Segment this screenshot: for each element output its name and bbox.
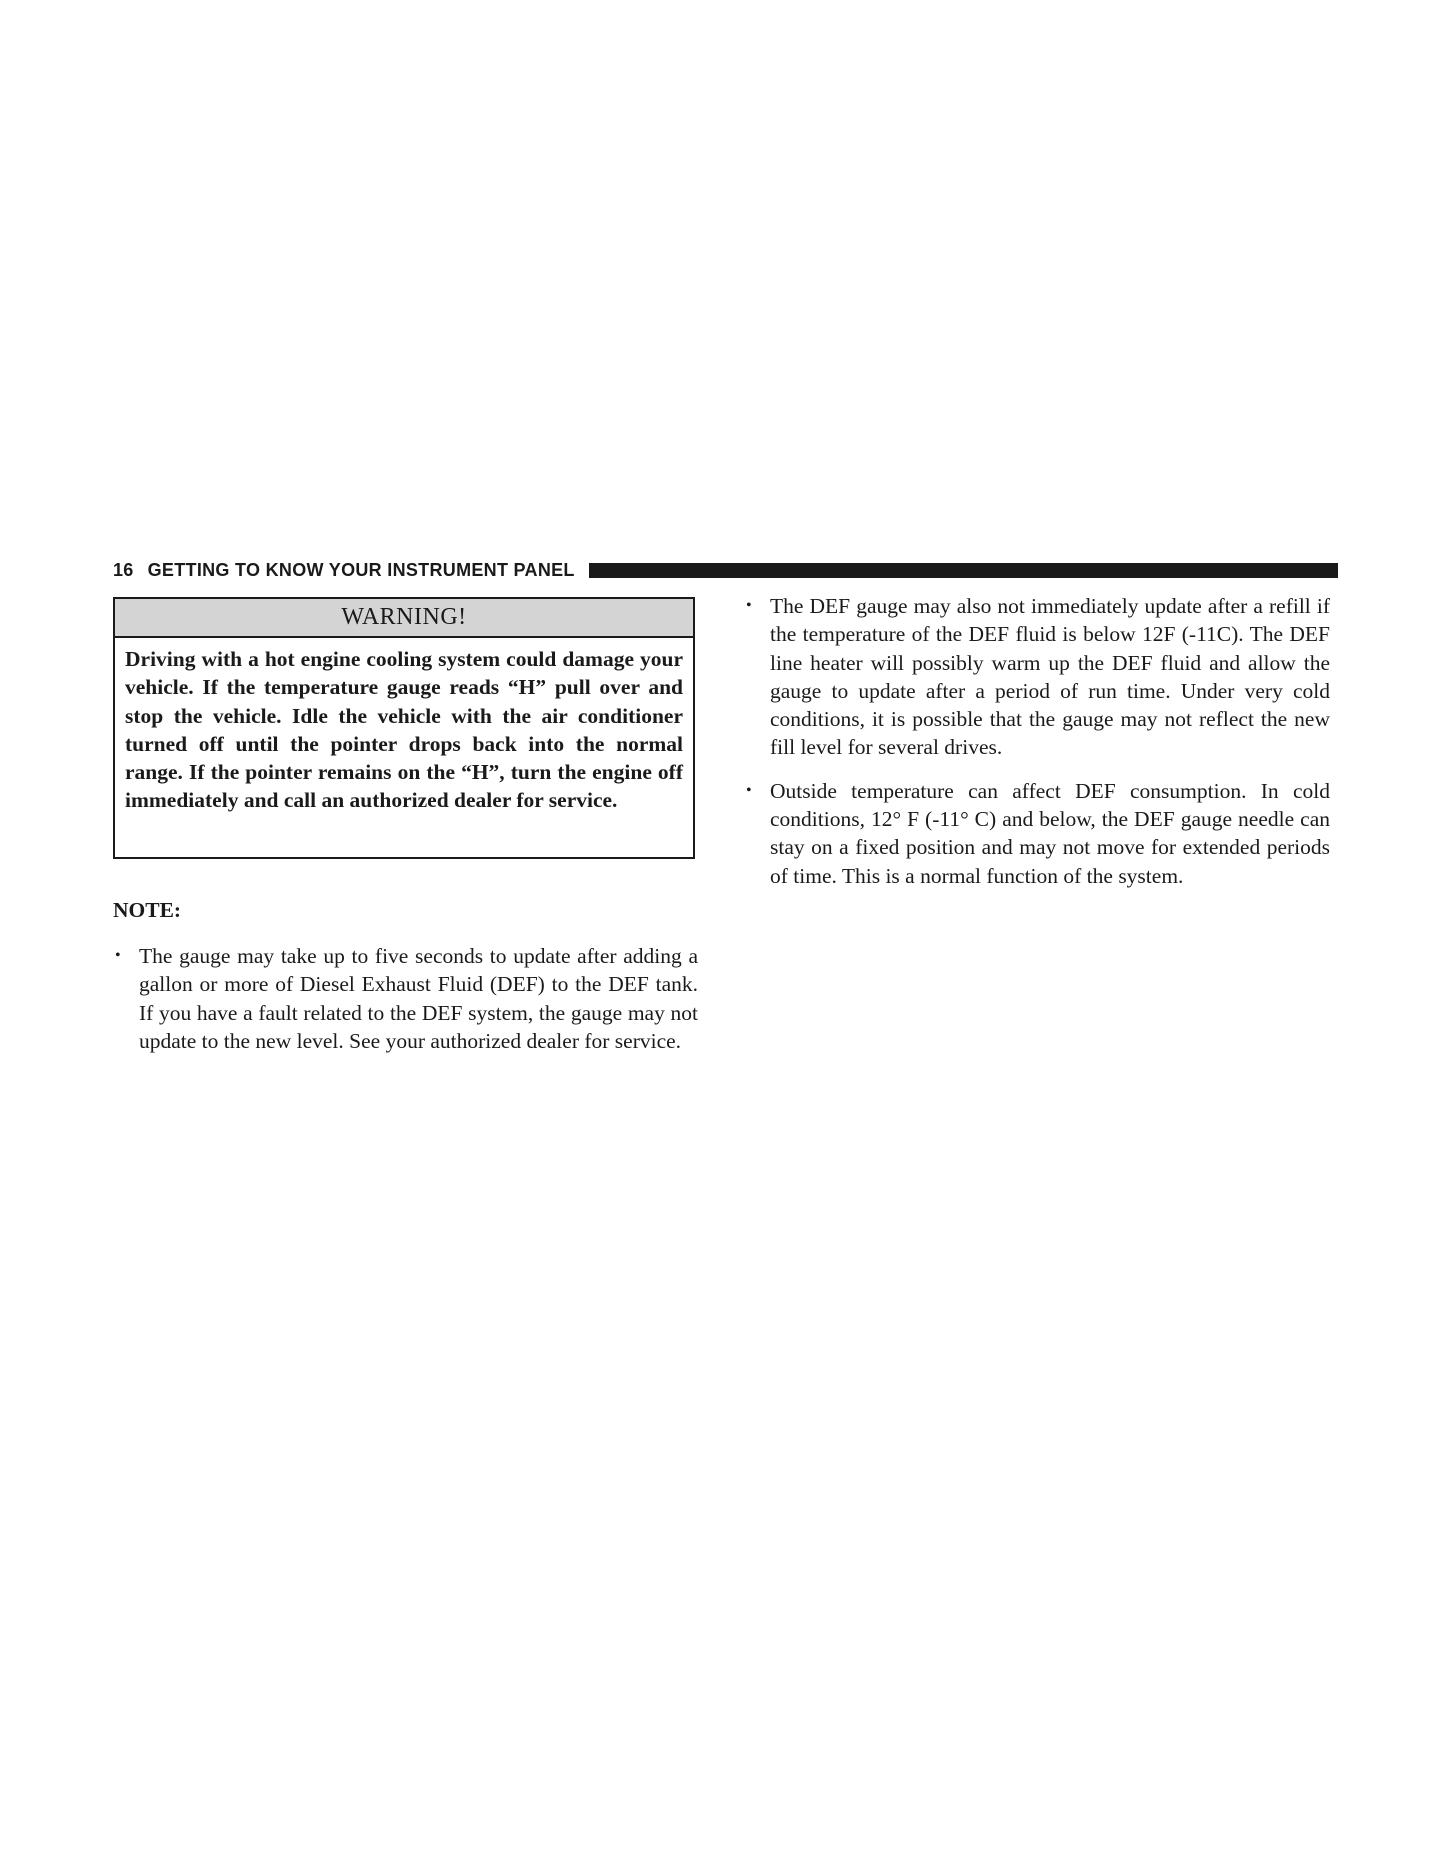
note-item [744, 777, 1330, 890]
header-text [113, 560, 575, 581]
warning-title: WARNING! [115, 599, 693, 638]
warning-body: Driving with a hot engine cooling system could damage your vehicle. If the temperature gauge reads “H” pull over and stop the vehicle. Idle the vehicle with the air conditioner turned off until the pointer drops back into the normal range. If the pointer remains on the “H”, turn the engine off immediately and call an authorized dealer for service. [125, 647, 683, 813]
header-rule [589, 563, 1338, 578]
note-heading: NOTE: [113, 898, 182, 922]
note-list-right [744, 592, 1330, 890]
note-item-text: The gauge may take up to five seconds to update after adding a gallon or more of Diesel Exhaust Fluid (DEF) to the DEF tank. If you have a fault related to the DEF system, the gauge may not update to the new level. See your authorized dealer for service. [139, 944, 698, 1053]
note-item [744, 592, 1330, 762]
note-item [113, 942, 698, 1055]
page-header [113, 557, 1338, 583]
note-item-text: Outside temperature can affect DEF consumption. In cold conditions, 12° F (-11° C) and below, the DEF gauge needle can stay on a fixed position and may not move for extended periods of time. This is a normal function of the system. [770, 778, 1330, 888]
bullet-icon: • [746, 781, 752, 799]
section-title: GETTING TO KNOW YOUR INSTRUMENT PANEL [147, 559, 575, 580]
note-item-text: The DEF gauge may also not immediately update after a refill if the temperature of the DEF fluid is below 12F (-11C). The DEF line heater will possibly warm up the DEF fluid and allow the gauge to update after a period of run time. Under very cold conditions, it is possible that the gauge may not reflect the new fill level for several drives. [770, 594, 1330, 760]
note-list-left [113, 942, 698, 1055]
bullet-icon: • [746, 597, 752, 614]
bullet-icon: • [115, 947, 121, 964]
warning-box [113, 597, 695, 859]
page-number: 16 [113, 559, 134, 580]
